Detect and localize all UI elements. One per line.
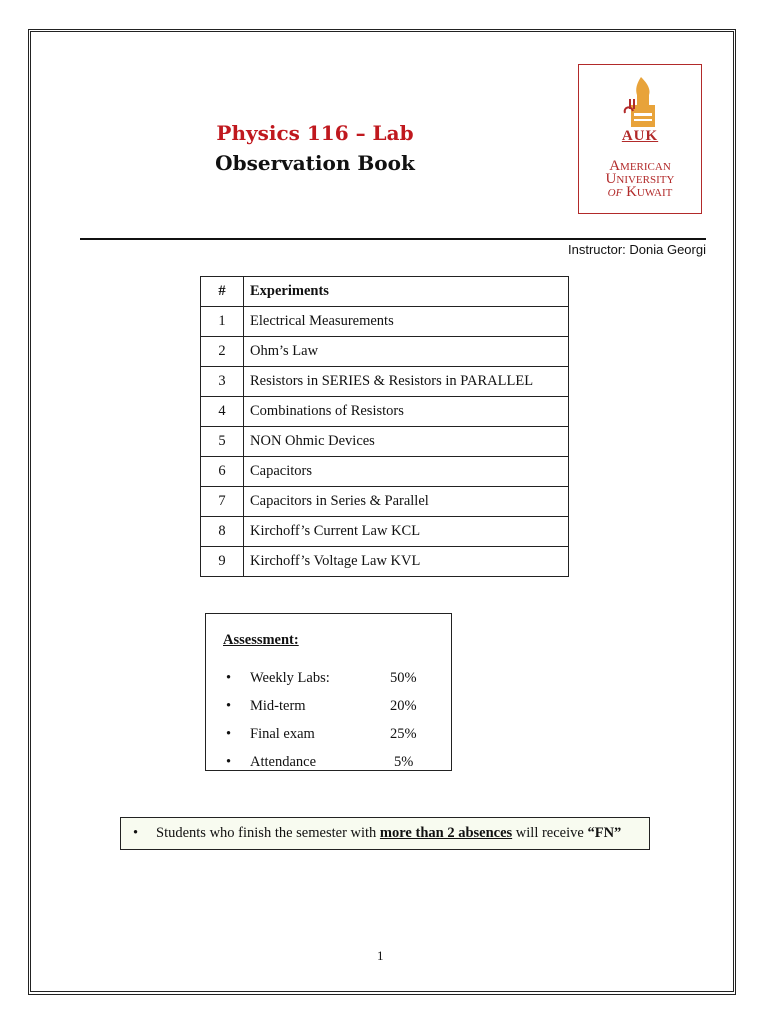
table-row [201, 337, 569, 367]
notice-prefix: Students who finish the semester with [156, 825, 380, 841]
assessment-label: Attendance [250, 754, 317, 770]
bullet-icon: • [226, 754, 232, 770]
instructor-name: Instructor: Donia Georgi [567, 242, 706, 257]
logo-line-2: University [605, 171, 675, 187]
logo-abbreviation: AUK [621, 128, 659, 144]
row-experiment: Capacitors in Series & Parallel [244, 487, 569, 517]
assessment-item [226, 754, 446, 774]
notice-emphasis: more than 2 absences [379, 825, 513, 841]
table-row [201, 517, 569, 547]
row-number: 3 [201, 367, 244, 397]
assessment-item [226, 698, 446, 718]
row-experiment: Resistors in SERIES & Resistors in PARALLEL [244, 367, 569, 397]
row-number: 2 [201, 337, 244, 367]
absence-notice [120, 817, 650, 850]
row-experiment: Kirchoff’s Current Law KCL [244, 517, 569, 547]
page-number: 1 [377, 948, 384, 963]
header-rule [80, 238, 706, 240]
tower-icon [619, 75, 661, 127]
assessment-item [226, 670, 446, 690]
bullet-icon: • [226, 698, 232, 714]
row-number: 1 [201, 307, 244, 337]
logo-kuwait: Kuwait [626, 184, 673, 200]
bullet-icon: • [226, 670, 232, 686]
assessment-value: 5% [394, 754, 414, 770]
notice-text [156, 825, 621, 842]
assessment-item [226, 726, 446, 746]
logo-line-3 [579, 185, 701, 199]
logo-of: of [607, 184, 623, 200]
row-number: 9 [201, 547, 244, 577]
table-row [201, 547, 569, 577]
assessment-box [205, 613, 452, 771]
assessment-value: 25% [390, 726, 417, 742]
table-header-row [201, 277, 569, 307]
table-row [201, 397, 569, 427]
row-number: 8 [201, 517, 244, 547]
notice-grade: “FN” [587, 825, 622, 841]
logo-line-1: American [609, 158, 671, 174]
table-row [201, 307, 569, 337]
page-title: Physics 116 – Lab [216, 121, 414, 145]
bullet-icon: • [226, 726, 232, 742]
table-row [201, 367, 569, 397]
column-header-number: # [201, 277, 244, 307]
row-experiment: Ohm’s Law [244, 337, 569, 367]
row-experiment: Kirchoff’s Voltage Law KVL [244, 547, 569, 577]
row-number: 7 [201, 487, 244, 517]
assessment-value: 50% [390, 670, 417, 686]
assessment-value: 20% [390, 698, 417, 714]
row-number: 5 [201, 427, 244, 457]
row-experiment: Electrical Measurements [244, 307, 569, 337]
row-number: 6 [201, 457, 244, 487]
row-number: 4 [201, 397, 244, 427]
table-row [201, 457, 569, 487]
table-row [201, 427, 569, 457]
page-subtitle: Observation Book [215, 151, 415, 175]
assessment-label: Final exam [250, 726, 315, 742]
row-experiment: NON Ohmic Devices [244, 427, 569, 457]
column-header-experiments: Experiments [244, 277, 569, 307]
table-row [201, 487, 569, 517]
university-logo [578, 64, 702, 214]
title-block [200, 118, 430, 178]
notice-middle: will receive [512, 825, 588, 841]
experiments-table [200, 276, 569, 577]
bullet-icon: • [133, 825, 139, 841]
row-experiment: Combinations of Resistors [244, 397, 569, 427]
row-experiment: Capacitors [244, 457, 569, 487]
assessment-label: Weekly Labs: [250, 670, 330, 686]
assessment-label: Mid-term [250, 698, 306, 714]
assessment-title: Assessment: [223, 632, 299, 648]
